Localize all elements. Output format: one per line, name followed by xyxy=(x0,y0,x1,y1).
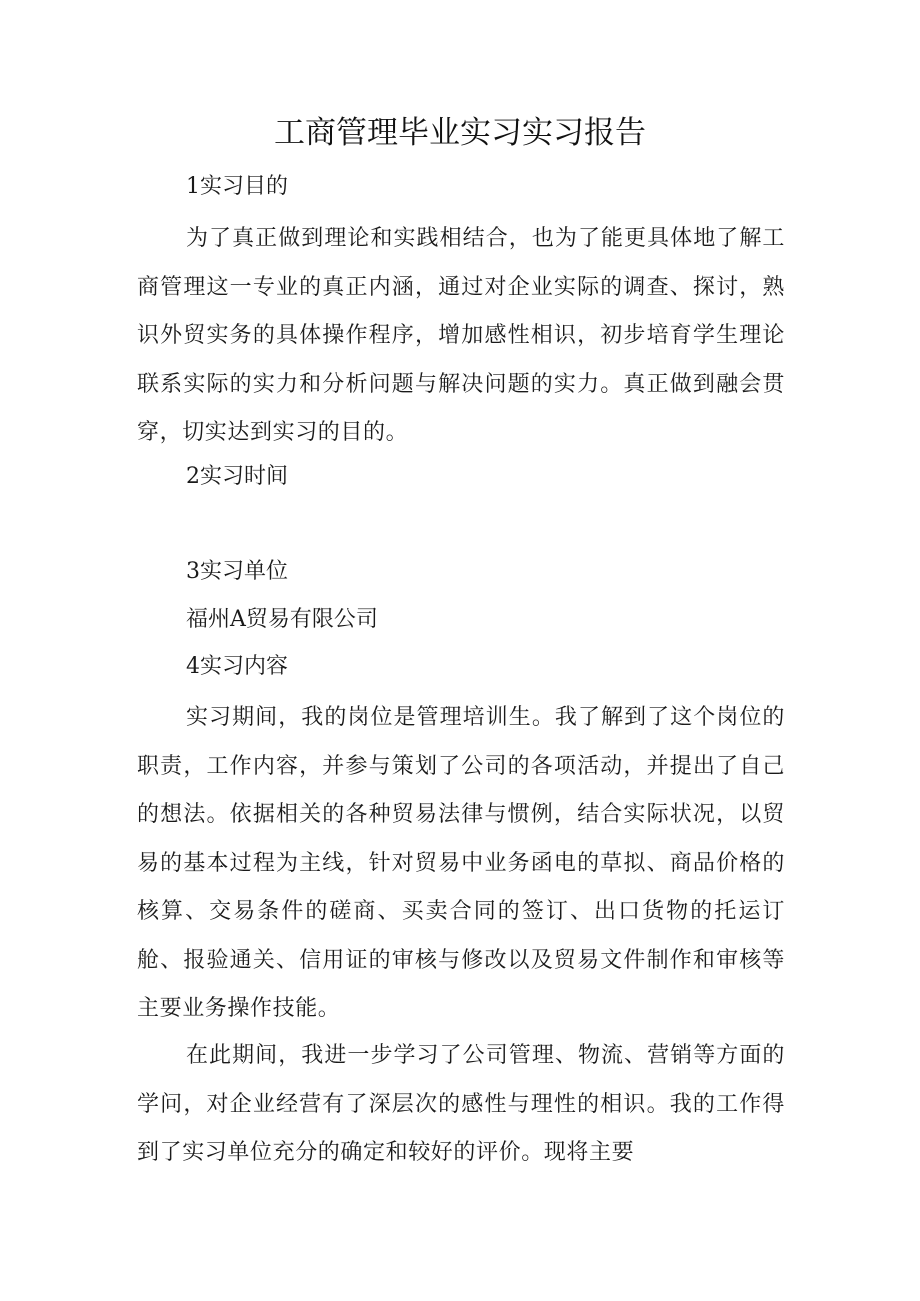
paragraph-content-learning: 在此期间，我进一步学习了公司管理、物流、营销等方面的学问，对企业经营有了深层次的感性与理性的相识。我的工作得到了实习单位充分的确定和较好的评价。现将主要 xyxy=(137,1043,785,1165)
section-heading-content: 4实习内容 xyxy=(186,654,288,679)
section-heading-time: 2实习时间 xyxy=(186,464,288,489)
section-heading-unit: 3实习单位 xyxy=(186,559,288,584)
document-title: 工商管理毕业实习实习报告 xyxy=(274,115,646,151)
section-heading-purpose: 1实习目的 xyxy=(186,174,288,199)
paragraph-purpose: 为了真正做到理论和实践相结合，也为了能更具体地了解工商管理这一专业的真正内涵，通过对企业实际的调查、探讨，熟识外贸实务的具体操作程序，增加感性相识，初步培育学生理论联系实际的实力和分析问题与解决问题的实力。真正做到融会贯穿，切实达到实习的目的。 xyxy=(137,226,785,445)
paragraph-content-duties: 实习期间，我的岗位是管理培训生。我了解到了这个岗位的职责，工作内容，并参与策划了公司的各项活动，并提出了自己的想法。依据相关的各种贸易法律与惯例，结合实际状况，以贸易的基本过程为主线，针对贸易中业务函电的草拟、商品价格的核算、交易条件的磋商、买卖合同的签订、出口货物的托运订舱、报验通关、信用证的审核与修改以及贸易文件制作和审核等主要业务操作技能。 xyxy=(137,705,785,1021)
unit-name: 福州A贸易有限公司 xyxy=(186,607,378,632)
